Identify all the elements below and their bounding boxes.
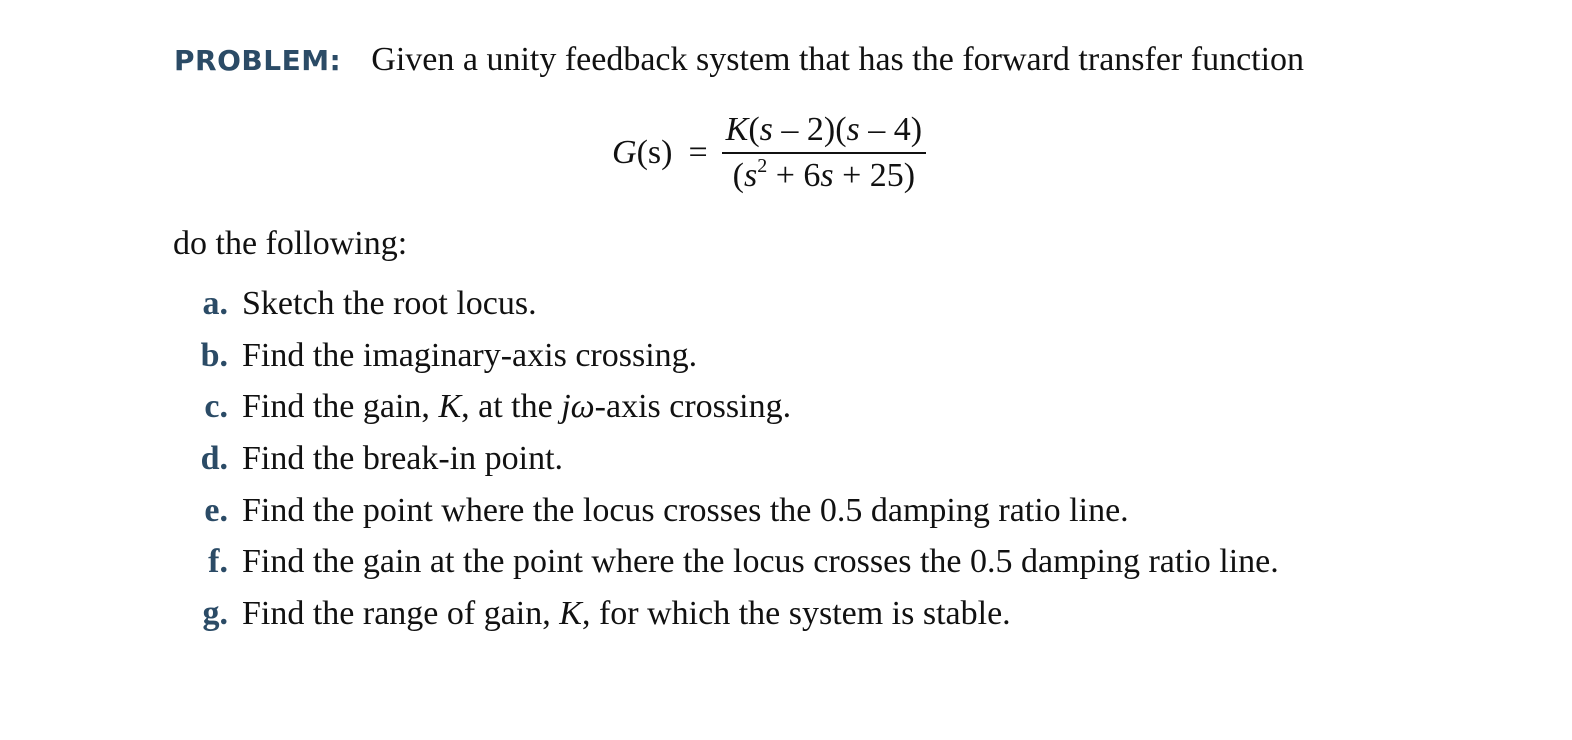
task-list: [174, 282, 1279, 644]
problem-label: PROBLEM:: [174, 44, 342, 77]
equation-denominator: $(s^2 + 6s + 25)$: [732, 155, 916, 194]
list-item: [174, 489, 1279, 541]
equation-numerator: K(s – 2)(s – 4): [725, 111, 923, 148]
list-item: [174, 385, 1279, 437]
item-text: Find the break-in point.: [242, 440, 564, 478]
item-text: Find the gain, K, at the jω-axis crossing.: [242, 388, 792, 426]
list-item: [174, 540, 1279, 592]
item-text: Sketch the root locus.: [242, 285, 537, 322]
equals-sign: =: [688, 134, 708, 171]
transfer-function-equation: [612, 108, 926, 198]
item-text: Find the point where the locus crosses the 0.5 damping ratio line.: [242, 491, 1129, 529]
item-letter: e.: [204, 491, 228, 529]
item-text: Find the imaginary-axis crossing.: [242, 336, 698, 374]
list-item: [174, 592, 1279, 644]
problem-text: Given a unity feedback system that has the forward transfer function: [371, 41, 1305, 78]
problem-statement: [174, 38, 1304, 83]
equation-fraction: [722, 110, 926, 196]
item-letter: g.: [202, 595, 228, 633]
list-item: [174, 282, 1279, 334]
intro-text: do the following:: [173, 225, 408, 262]
item-letter: a.: [202, 285, 228, 322]
item-letter: d.: [200, 440, 228, 478]
list-item: [174, 334, 1279, 386]
item-text: Find the range of gain, K, for which the system is stable.: [242, 595, 1011, 633]
equation-lhs: G(s): [612, 134, 673, 171]
list-item: [174, 437, 1279, 489]
item-text: Find the gain at the point where the locus crosses the 0.5 damping ratio line.: [242, 543, 1279, 581]
item-letter: c.: [204, 388, 228, 426]
item-letter: f.: [208, 543, 228, 581]
item-letter: b.: [200, 336, 228, 374]
